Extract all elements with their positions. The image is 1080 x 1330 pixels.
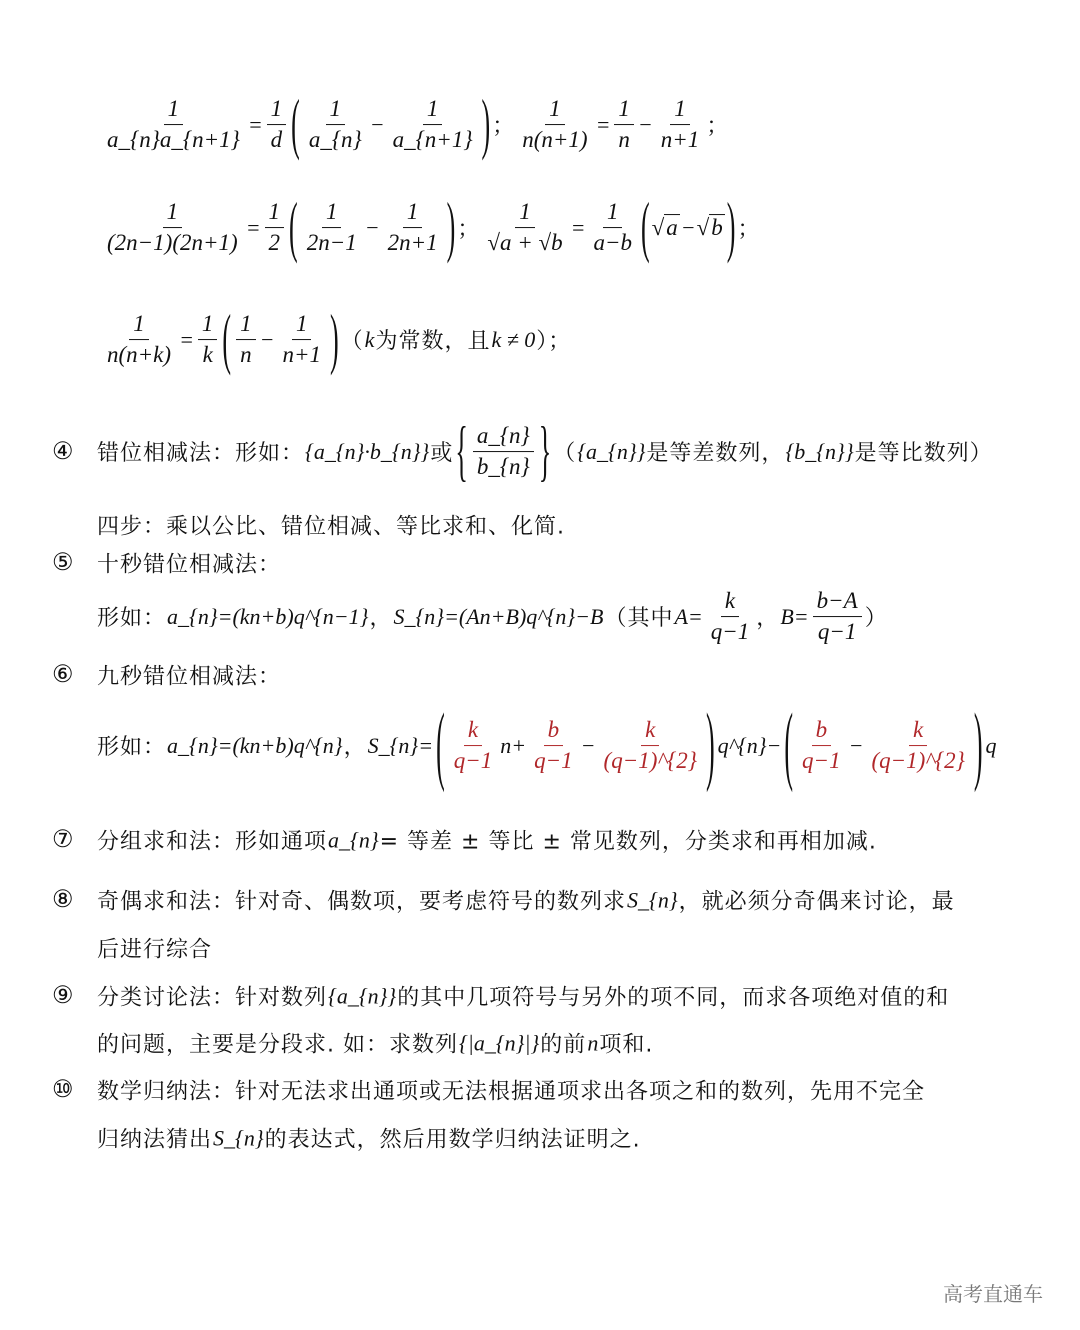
- numerator: 1: [236, 311, 256, 340]
- denominator: a_{n}a_{n+1}: [107, 127, 240, 153]
- math-expression: q: [985, 733, 997, 758]
- text: ；: [706, 114, 730, 140]
- math-expression: a_{n}: [328, 827, 379, 852]
- radical-sign-icon: √: [696, 215, 710, 240]
- text: （: [340, 329, 364, 355]
- text: 分组求和法：形如通项: [97, 829, 328, 855]
- numerator: 1: [545, 96, 565, 125]
- numerator: 1: [423, 96, 443, 125]
- denominator: (2n−1)(2n+1): [107, 230, 238, 256]
- math-expression: a_{n}=(kn+b)q^{n}: [167, 733, 343, 758]
- denominator: a−b: [593, 230, 632, 256]
- text: 四步：乘以公比、错位相减、等比求和、化简.: [97, 514, 565, 540]
- fraction: [103, 199, 242, 257]
- item-number: ⑨: [52, 981, 74, 1009]
- text: 错位相减法：形如：: [97, 441, 305, 467]
- fraction: [305, 96, 366, 154]
- denominator: b_{n}: [476, 454, 530, 480]
- text: 是等差数列，: [646, 441, 785, 467]
- numerator: 1: [129, 311, 149, 340]
- math-expression: S_{n}: [213, 1125, 264, 1150]
- denominator: n(n+1): [522, 127, 588, 153]
- math-expression: =: [245, 215, 261, 240]
- fraction: [530, 717, 577, 775]
- formula-row: [100, 189, 761, 265]
- method-line: [97, 885, 955, 916]
- watermark: 高考直通车: [943, 1282, 1043, 1306]
- math-expression: S_{n}=(An+B)q^{n}−B: [393, 604, 604, 629]
- bracket: (: [289, 189, 298, 265]
- text: = 等差 ± 等比 ± 常见数列，分类求和再相加减.: [379, 829, 877, 855]
- bracket: ): [705, 695, 715, 794]
- denominator: n(n+k): [107, 342, 172, 368]
- method-line: [97, 413, 993, 489]
- math-expression: =: [247, 112, 263, 137]
- numerator: 1: [265, 199, 285, 228]
- radical-sign-icon: √: [651, 215, 665, 240]
- text: 的问题，主要是分段求. 如：求数列: [97, 1032, 458, 1058]
- bracket: }: [538, 413, 552, 489]
- numerator: 1: [515, 199, 535, 228]
- fraction: [813, 588, 862, 646]
- fraction: [278, 311, 325, 369]
- method-line: [97, 660, 281, 691]
- fraction: [103, 96, 244, 154]
- fraction: [798, 717, 845, 775]
- method-line: [97, 1075, 925, 1106]
- fraction: [303, 199, 361, 257]
- text: 或: [430, 441, 454, 467]
- denominator: (q−1)^{2}: [871, 748, 965, 774]
- numerator: b: [544, 717, 564, 746]
- text: 形如：: [97, 735, 167, 761]
- text: ；: [457, 217, 481, 243]
- denominator: 2: [268, 230, 281, 256]
- denominator: a_{n+1}: [392, 127, 473, 153]
- item-number: ⑤: [52, 548, 74, 576]
- numerator: 1: [603, 199, 623, 228]
- method-line: [97, 1123, 641, 1154]
- denominator: n: [618, 127, 630, 153]
- numerator: a_{n}: [473, 423, 534, 452]
- fraction: [600, 717, 701, 775]
- denominator: (q−1)^{2}: [603, 748, 697, 774]
- math-expression: −: [848, 733, 864, 758]
- bracket: ): [726, 189, 736, 265]
- math-expression: =: [179, 327, 194, 352]
- math-expression: k ≠ 0: [491, 327, 536, 352]
- denominator: a_{n}: [308, 127, 362, 153]
- bracket: (: [222, 301, 232, 377]
- math-expression: =: [595, 112, 611, 137]
- text: ，: [343, 735, 367, 761]
- fraction: [707, 588, 754, 646]
- fraction: [450, 717, 497, 775]
- text: 的表达式，然后用数学归纳法证明之.: [264, 1127, 641, 1153]
- numerator: k: [721, 588, 739, 617]
- bracket: (: [784, 695, 794, 794]
- text: 归纳法猜出: [97, 1127, 213, 1153]
- text: ，就必须分奇偶来讨论，最: [678, 889, 955, 915]
- fraction: [198, 311, 218, 369]
- math-expression: A=: [674, 604, 703, 629]
- denominator: n+1: [660, 127, 700, 153]
- math-expression: q^{n}−: [717, 733, 782, 758]
- denominator: n: [240, 342, 252, 368]
- fraction: [589, 199, 636, 257]
- method-line: [97, 548, 281, 579]
- item-number: ④: [52, 437, 74, 465]
- denominator: 2n−1: [306, 230, 357, 256]
- math-expression: −: [580, 733, 596, 758]
- item-number: ⑧: [52, 885, 74, 913]
- numerator: 1: [322, 199, 342, 228]
- denominator: d: [270, 127, 283, 153]
- method-line: [97, 588, 888, 646]
- numerator: 1: [163, 199, 183, 228]
- square-root: [652, 215, 680, 241]
- numerator: 1: [403, 199, 423, 228]
- math-expression: {b_{n}}: [785, 439, 854, 464]
- bracket: ): [329, 301, 339, 377]
- fraction: [265, 199, 285, 257]
- math-expression: −: [680, 215, 696, 240]
- math-expression: k: [364, 327, 375, 352]
- numerator: k: [464, 717, 482, 746]
- bracket: (: [641, 189, 650, 265]
- math-expression: n: [587, 1030, 599, 1055]
- fraction: [483, 199, 566, 257]
- bracket: {: [455, 413, 468, 489]
- fraction: [389, 96, 477, 154]
- item-number: ⑩: [52, 1075, 74, 1103]
- numerator: 1: [164, 96, 184, 125]
- text: 的其中几项符号与另外的项不同，而求各项绝对值的和: [397, 985, 950, 1011]
- square-root: [697, 215, 725, 241]
- fraction: [267, 96, 287, 154]
- method-line: [97, 1028, 653, 1059]
- bracket: (: [291, 86, 300, 162]
- math-expression: {a_{n}}: [328, 983, 397, 1008]
- math-expression: S_{n}=: [367, 733, 434, 758]
- denominator: n+1: [282, 342, 321, 368]
- math-expression: {a_{n}}: [577, 439, 646, 464]
- numerator: k: [641, 717, 659, 746]
- text: ；: [737, 217, 761, 243]
- bracket: ): [446, 189, 456, 265]
- numerator: 1: [292, 311, 312, 340]
- fraction: [236, 311, 256, 369]
- numerator: 1: [670, 96, 690, 125]
- math-expression: S_{n}: [627, 887, 678, 912]
- text: 奇偶求和法：针对奇、偶数项，要考虑符号的数列求: [97, 889, 627, 915]
- math-expression: −: [637, 112, 653, 137]
- formula-row: [100, 301, 572, 377]
- text: ）；: [536, 329, 572, 355]
- fraction: [518, 96, 591, 154]
- fraction: [103, 311, 175, 369]
- text: 为常数，且: [375, 329, 491, 355]
- denominator: q−1: [817, 619, 857, 645]
- text: 九秒错位相减法：: [97, 664, 282, 690]
- fraction: [473, 423, 534, 481]
- bracket: ): [973, 695, 983, 794]
- math-expression: −: [364, 215, 380, 240]
- math-expression: −: [259, 327, 275, 352]
- text: 形如：: [97, 606, 167, 632]
- math-expression: =: [570, 215, 586, 240]
- text: （: [553, 441, 577, 467]
- text: （其中: [604, 606, 674, 632]
- text: ；: [492, 114, 516, 140]
- radicand: b: [711, 215, 723, 240]
- numerator: b−A: [813, 588, 862, 617]
- text: 数学归纳法：针对无法求出通项或无法根据通项求出各项之和的数列，先用不完全: [97, 1079, 926, 1105]
- item-number: ⑦: [52, 825, 74, 853]
- item-number: ⑥: [52, 660, 74, 688]
- math-expression: B=: [780, 604, 809, 629]
- method-line: [97, 825, 877, 856]
- numerator: b: [812, 717, 832, 746]
- method-line: [97, 510, 565, 541]
- fraction: [614, 96, 634, 154]
- radicand: a: [666, 215, 678, 240]
- denominator: √a + √b: [487, 230, 563, 256]
- text: 后进行综合: [97, 937, 213, 963]
- denominator: q−1: [534, 748, 573, 774]
- bracket: (: [436, 695, 445, 794]
- math-expression: n+: [500, 733, 527, 758]
- numerator: 1: [326, 96, 346, 125]
- method-line: [97, 981, 949, 1012]
- text: ）: [864, 606, 888, 632]
- formula-row: [100, 86, 730, 162]
- numerator: k: [909, 717, 927, 746]
- fraction: [384, 199, 442, 257]
- math-expression: a_{n}=(kn+b)q^{n−1}: [167, 604, 369, 629]
- bracket: ): [481, 86, 491, 162]
- fraction: [867, 717, 968, 775]
- denominator: q−1: [710, 619, 750, 645]
- math-expression: {a_{n}·b_{n}}: [305, 439, 430, 464]
- text: 是等比数列）: [854, 441, 993, 467]
- text: ，: [756, 606, 780, 632]
- fraction: [657, 96, 704, 154]
- math-expression: −: [369, 112, 385, 137]
- method-line: [97, 695, 998, 794]
- denominator: q−1: [802, 748, 841, 774]
- text: 分类讨论法：针对数列: [97, 985, 328, 1011]
- denominator: 2n+1: [387, 230, 438, 256]
- math-expression: {|a_{n}|}: [459, 1030, 540, 1055]
- denominator: q−1: [453, 748, 493, 774]
- text: ，: [369, 606, 393, 632]
- numerator: 1: [198, 311, 218, 340]
- numerator: 1: [267, 96, 287, 125]
- text: 十秒错位相减法：: [97, 552, 282, 578]
- denominator: k: [202, 342, 213, 368]
- numerator: 1: [614, 96, 634, 125]
- text: 的前: [540, 1032, 587, 1058]
- method-line: [97, 933, 212, 964]
- text: 项和.: [599, 1032, 654, 1058]
